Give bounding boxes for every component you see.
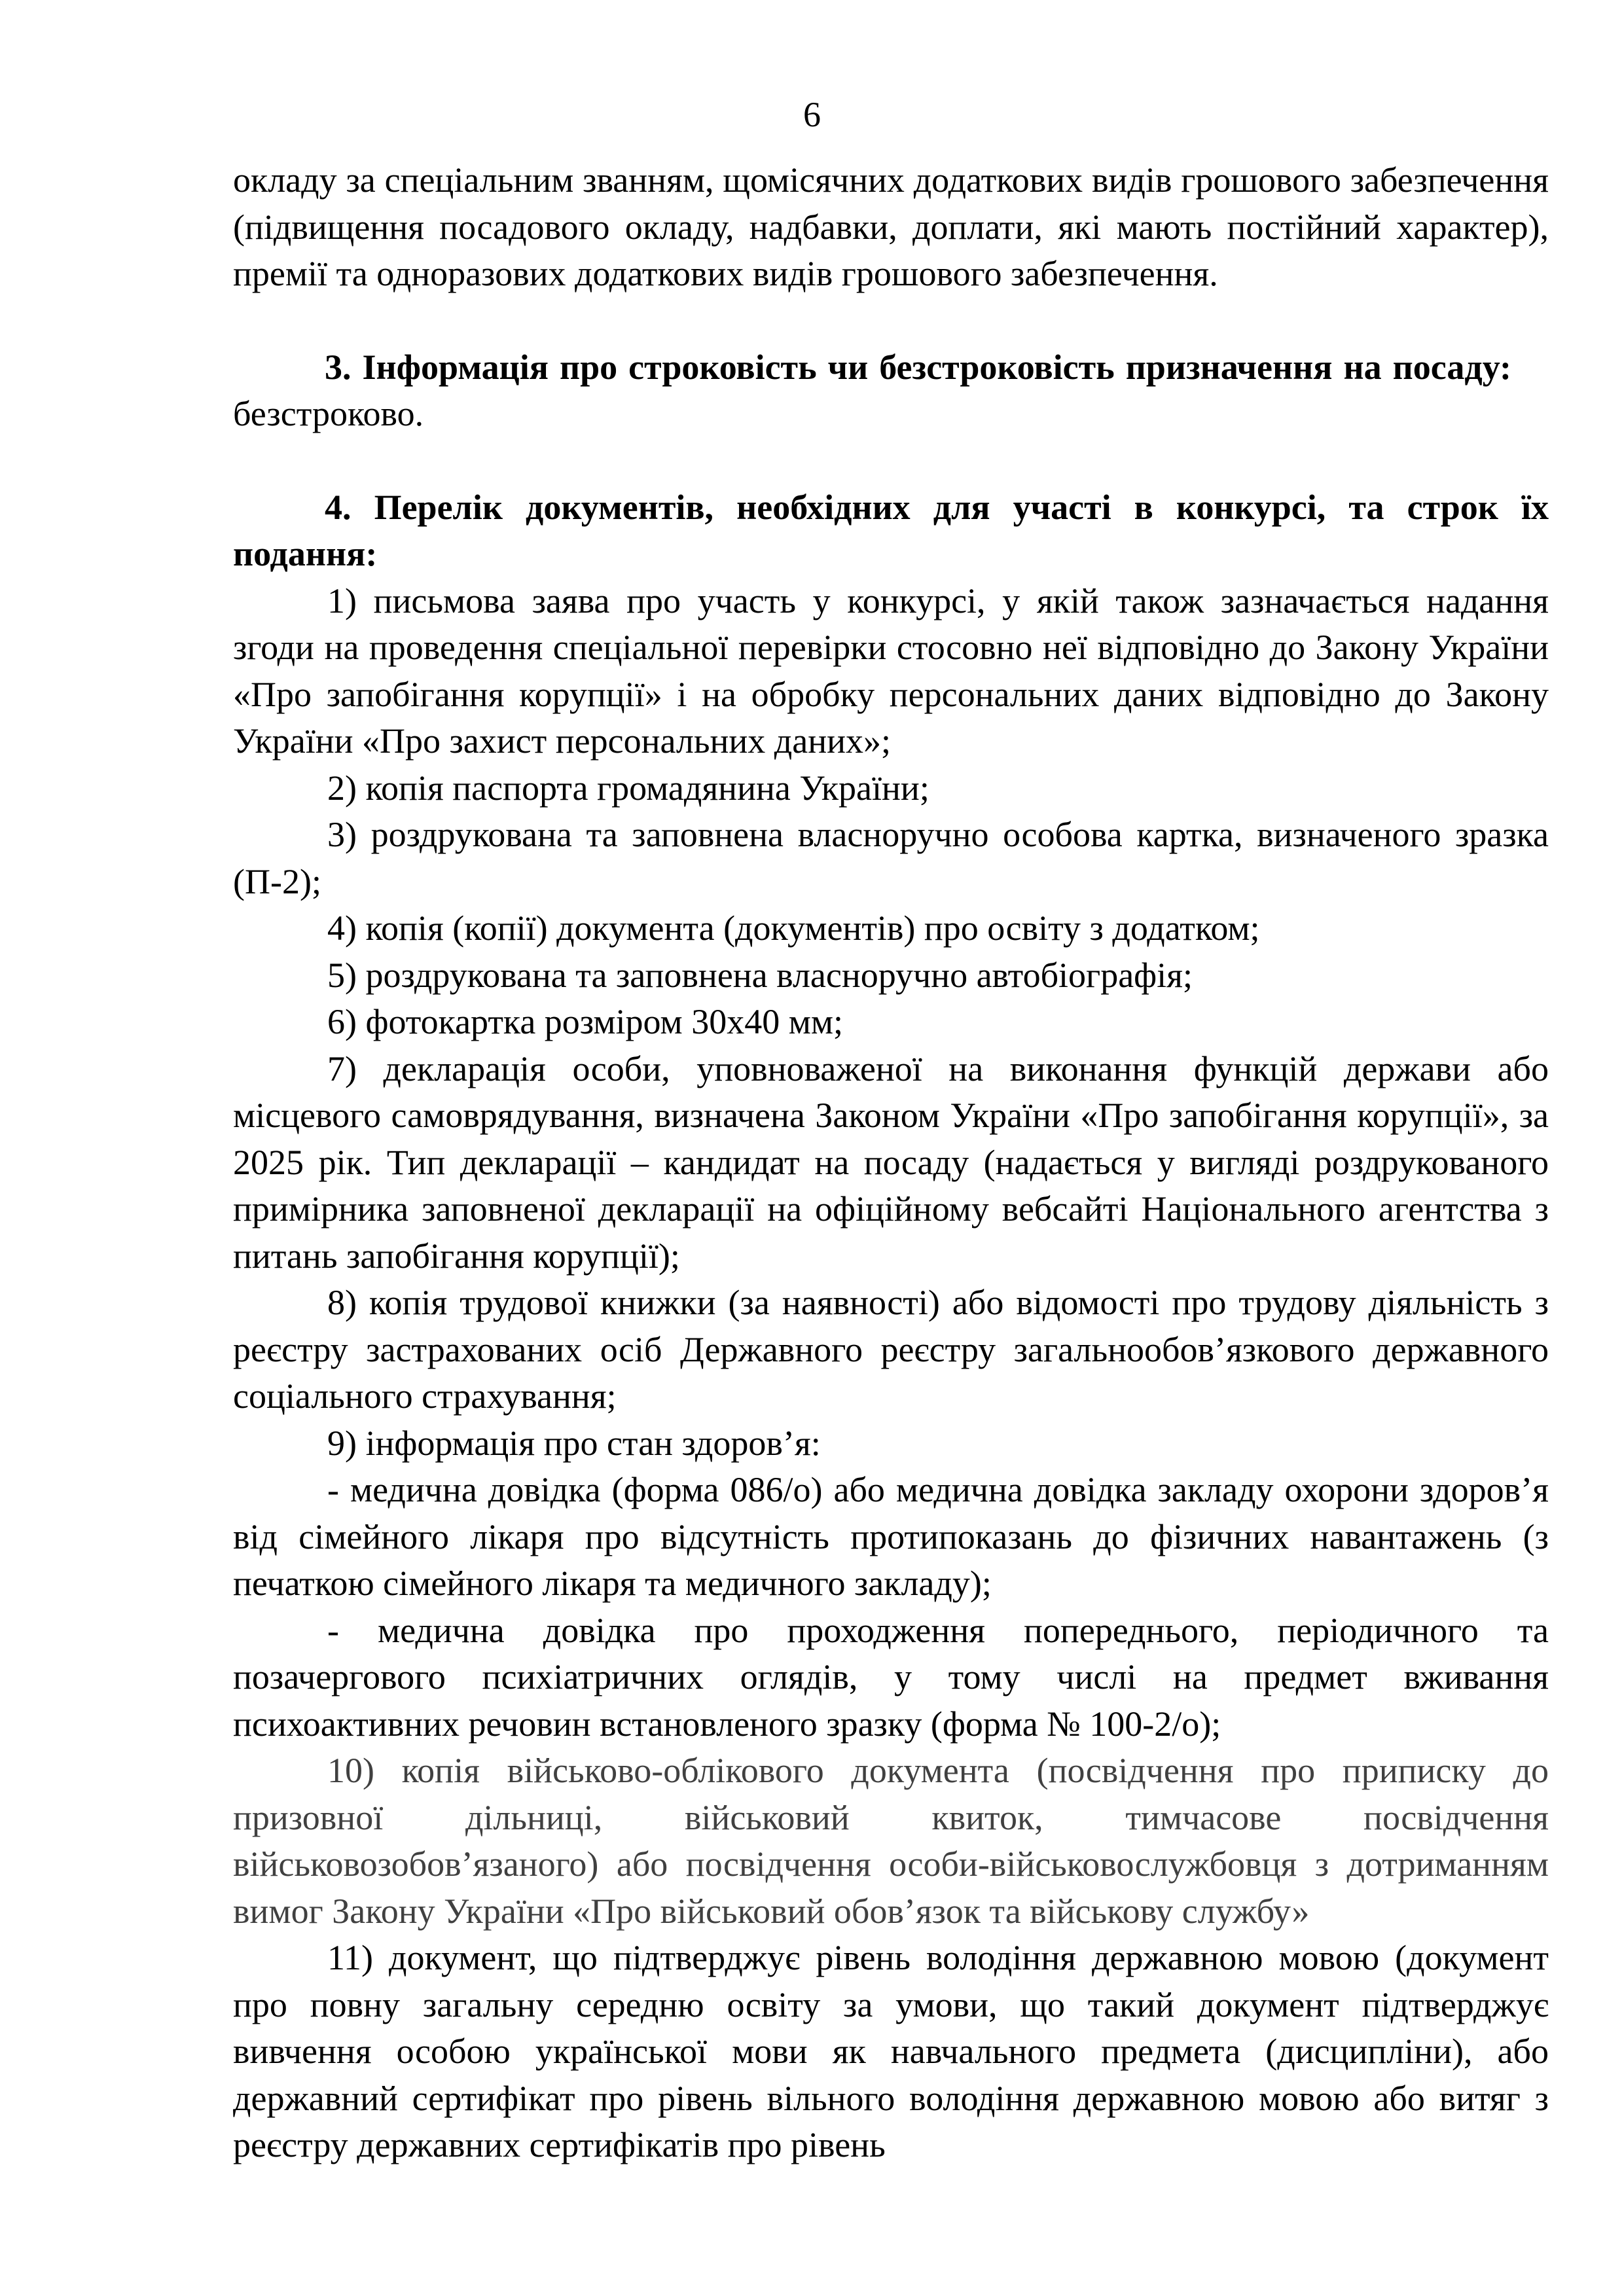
intro-paragraph: окладу за спеціальним званням, щомісячних додаткових видів грошового забезпечення (підвищення посадового окладу, надбавки, доплати, які мають постійний характер), премії та одноразових додаткових видів грошового забезпечення.: [233, 160, 1549, 293]
document-list-item-6: 6) фотокартка розміром 30х40 мм;: [327, 1002, 844, 1041]
section-4-heading: 4. Перелік документів, необхідних для участі в конкурсі, та строк їх подання:: [233, 487, 1549, 573]
document-list-item-9: 9) інформація про стан здоров’я:: [327, 1423, 821, 1463]
document-list-item-2: 2) копія паспорта громадянина України;: [327, 768, 929, 808]
page-number: 6: [803, 95, 821, 134]
health-subitem-2: - медична довідка про проходження попереднього, періодичного та позачергового психіатричних оглядів, у тому числі на предмет вживання психоактивних речовин встановленого зразку (форма № 100-2/о);: [233, 1610, 1549, 1744]
document-list-item-1: 1) письмова заява про участь у конкурсі, у якій також зазначається надання згоди на проведення спеціальної перевірки стосовно неї відповідно до Закону України «Про запобігання корупції» і на обробку персональних даних відповідно до Закону України «Про захист персональних даних»;: [233, 581, 1549, 761]
section-3-value: безстроково.: [233, 394, 424, 433]
document-list-item-7: 7) декларація особи, уповноваженої на виконання функцій держави або місцевого самоврядування, визначена Законом України «Про запобігання корупції», за 2025 рік. Тип декларації – кандидат на посаду (надається у вигляді роздрукованого примірника заповненої декларації на офіційному вебсайті Національного агентства з питань запобігання корупції);: [233, 1049, 1549, 1276]
document-list-item-5: 5) роздрукована та заповнена власноручно автобіографія;: [327, 955, 1193, 995]
section-3-heading: 3. Інформація про строковість чи безстроковість призначення на посаду:: [325, 347, 1511, 387]
spacer: [233, 298, 1549, 344]
document-list-item-10: 10) копія військово-облікового документа (посвідчення про приписку до призовної дільниці, військовий квиток, тимчасове посвідчення військовозобов’язаного) або посвідчення особи-військовослужбовця з дотриманням вимог Закону України «Про військовий обов’язок та військову службу»: [233, 1751, 1549, 1931]
health-subitem-1: - медична довідка (форма 086/о) або медична довідка закладу охорони здоров’я від сімейного лікаря про відсутність протипоказань до фізичних навантажень (з печаткою сімейного лікаря та медичного закладу);: [233, 1470, 1549, 1603]
document-list-item-4: 4) копія (копії) документа (документів) про освіту з додатком;: [327, 908, 1260, 948]
document-list-item-11: 11) документ, що підтверджує рівень володіння державною мовою (документ про повну загальну середню освіту за умови, що такий документ підтверджує вивчення особою української мови як навчального предмета (дисципліни), або державний сертифікат про рівень вільного володіння державною мовою або витяг з реєстру державних сертифікатів про рівень: [233, 1938, 1549, 2164]
document-body: [233, 157, 1549, 2169]
document-list-item-3: 3) роздрукована та заповнена власноручно особова картка, визначеного зразка (П-2);: [233, 815, 1549, 901]
spacer: [233, 438, 1549, 484]
document-list-item-8: 8) копія трудової книжки (за наявності) або відомості про трудову діяльність з реєстру застрахованих осіб Державного реєстру загальнообов’язкового державного соціального страхування;: [233, 1283, 1549, 1416]
section-3-paragraph: [233, 344, 1549, 438]
